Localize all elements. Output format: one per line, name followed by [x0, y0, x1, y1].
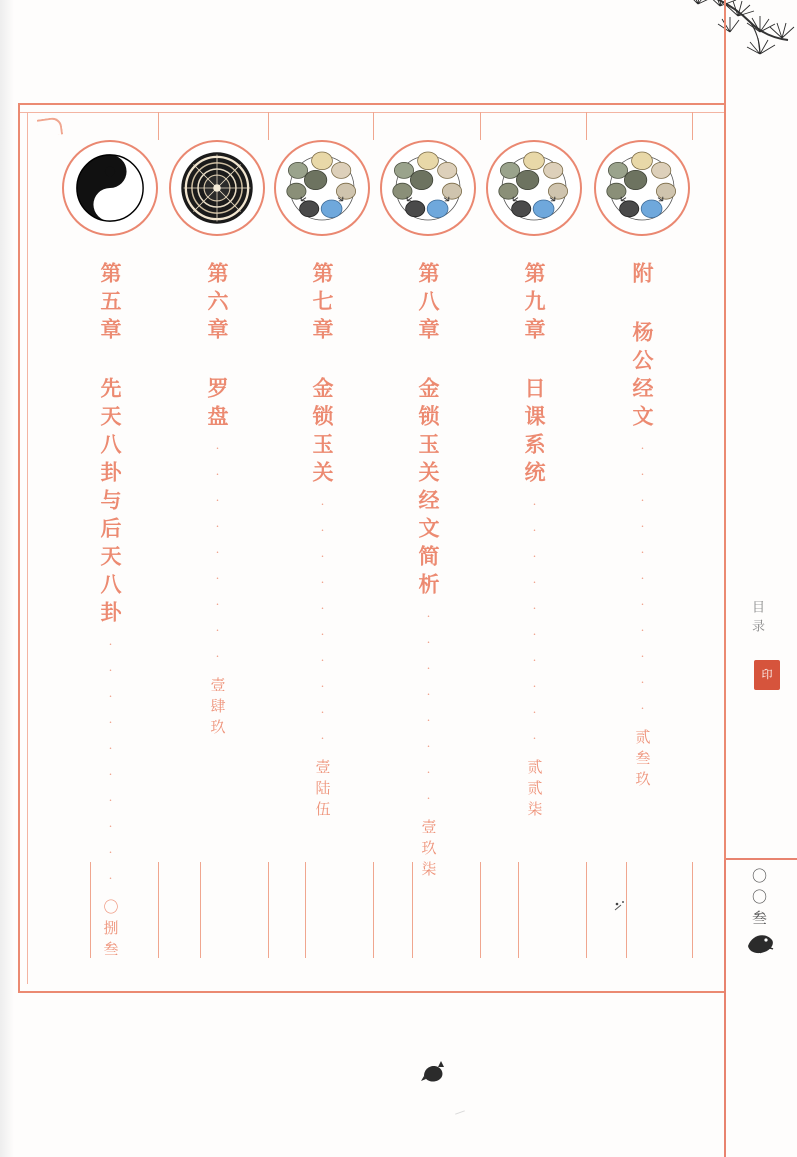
toc-entry-title: 第九章 日课系统	[522, 262, 547, 489]
column-rule	[518, 862, 519, 958]
toc-entry-chapter-5[interactable]	[56, 140, 164, 962]
column-rule	[412, 862, 413, 958]
bagua-stones-icon	[274, 140, 370, 236]
toc-entry-appendix[interactable]	[588, 140, 696, 792]
toc-page-number: 贰贰柒	[525, 759, 542, 822]
ink-fish-doodle	[742, 928, 778, 958]
toc-entry-chapter-9[interactable]	[480, 140, 588, 822]
toc-entry-chapter-6[interactable]	[163, 140, 271, 740]
column-rule	[158, 862, 159, 958]
toc-page-number: 壹玖柒	[419, 819, 436, 882]
column-rule	[268, 862, 269, 958]
toc-entry-chapter-8[interactable]	[374, 140, 482, 882]
folio-number: 〇〇叁	[750, 868, 766, 931]
toc-leader-dots: ...........	[635, 437, 650, 723]
taiji-yinyang-icon	[62, 140, 158, 236]
toc-entry-title: 第五章 先天八卦与后天八卦	[98, 262, 123, 629]
toc-page-number: 贰叁玖	[633, 729, 650, 792]
toc-page-number: 壹肆玖	[208, 677, 225, 740]
toc-leader-dots: ..........	[103, 633, 118, 893]
ink-speck-doodle	[612, 898, 630, 914]
toc-entry-title: 附 杨公经文	[630, 262, 655, 433]
toc-leader-dots: .........	[210, 437, 225, 671]
section-label: 目录	[750, 600, 765, 638]
column-rule	[90, 862, 91, 958]
toc-leader-dots: ..........	[315, 493, 330, 753]
bagua-stones-icon	[380, 140, 476, 236]
column-rule	[586, 862, 587, 958]
toc-entry-title: 第八章 金锁玉关经文简析	[416, 262, 441, 601]
ink-cat-doodle	[420, 1060, 448, 1086]
seal-stamp: 印	[754, 660, 780, 690]
toc-page-number: 壹陆伍	[313, 759, 330, 822]
toc-page-number: 〇捌叁	[101, 899, 118, 962]
toc-leader-dots: ..........	[527, 493, 542, 753]
bagua-stones-icon	[486, 140, 582, 236]
column-rule	[305, 862, 306, 958]
luopan-compass-icon	[169, 140, 265, 236]
column-rule	[200, 862, 201, 958]
column-rule	[480, 862, 481, 958]
toc-entry-chapter-7[interactable]	[268, 140, 376, 822]
bagua-stones-icon	[594, 140, 690, 236]
column-rule	[692, 862, 693, 958]
toc-entry-title: 第六章 罗盘	[205, 262, 230, 433]
toc-entry-title: 第七章 金锁玉关	[310, 262, 335, 489]
toc-leader-dots: ........	[421, 605, 436, 813]
